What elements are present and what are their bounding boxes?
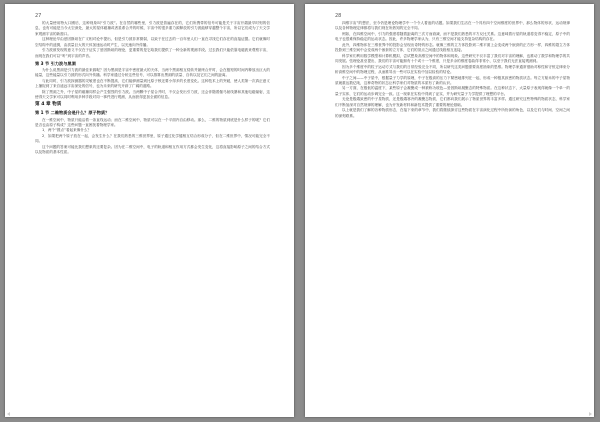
paragraph: 在一维空间中，物质只能沿着一条直线运动；而在二维空间中，物质可以在一个平面内自由移动。那么，二维的物质到底是什么样子的呢？它们是否也由原子构成？这些问题一直困扰着物理学家。	[35, 117, 270, 128]
paragraph: 与此同时，引力波探测器的灵敏度也在不断提高，它们能够测量到比原子核还要小得多的长度变化。这种技术上的突破，使人类第一次真正意义上捕捉到了来自遥远宇宙深处的信号，也为未来的研究开辟了广阔的道路。	[35, 78, 270, 89]
left-page	[5, 4, 294, 417]
page-content	[335, 21, 570, 119]
paragraph: 因为多个维度中的粒子运动方式与我们的日常经验完全不同，所以研究这类问题需要高度抽象的思维。物理学家通常借助对称性和守恒定律来分析高维空间中的物理过程，从而推导出一些可以在实验中加以检验的结论。	[335, 64, 570, 75]
paragraph: 这个问题的答案可能比我们想象的还要复杂。因为在二维空间中，电子的轨道和相互作用方式都会发生变化，这将直接影响原子之间的结合方式以及物质的基本性质。	[35, 144, 270, 155]
paragraph: 以上就是我们了解的各种物质形态，在接下来的章节中，我们将继续探讨这些物质在宇宙演化过程中所扮演的角色，以及它们与时间、空间之间的深刻联系。	[335, 108, 570, 118]
paragraph: 为什么说黑洞是引力波的最佳来源呢？因为黑洞是宇宙中密度最大的天体，当两个黑洞相互绕转并最终合并时，会在极短的时间内释放出巨大的能量，这些能量以引力波的形式向外传播。科学家通过分析这些信号，可以推算出黑洞的质量、自转以及它们之间的距离。	[35, 67, 270, 78]
paragraph: 这种理论早由爱因斯坦在广义相对论中提出，但是引力波非常微弱，以致于在过去的一百年里人们一直在寻找它们存在的直接证据。它们就像时空结构中的涟漪，由质量巨大的天体加速运动时产生，以光速向外传播。	[35, 37, 270, 47]
paragraph: 例如，在四维空间中，引力的强度将随着距离的三次方而衰减，而不是我们熟悉的平方反比关系。这意味着行星的轨道将变得不稳定，原子中的电子也很难保持稳定的运动状态。因此，许多物理学家认为，只有三维空间才能支持复杂结构的存在。	[335, 31, 570, 42]
paragraph: 的大量使用特大口圈后，这种现象叫“引力波”。在自然的哪些里，引力波是普遍存在的，它们所携带的信号可能是关于宇宙开端最早时刻的信息，也有可能是当今太空深处，最大的星体碰撞或者星系合并的时候，宇宙中的很多重力源释放的引力波能够穿越整个宇宙，所以它们成为了天文学家观测宇宙的新窗口。	[35, 21, 270, 36]
paragraph: 中子之间——中子星中，根据量子力学的原理，中子在极高的压力下紧密地排列在一起，形成一种极其致密的物质状态。每立方厘米的中子星物质就重达数亿吨，这种奇特的状态让科学家们对物质的本质有了新的认识。	[335, 75, 570, 85]
paragraph: 四维宇宙”的想法，至今仍是理论物理学中一个令人着迷的话题。如果我们生活在一个具有四个空间维度的世界中，那么物体的形状、运动规律以及各种物理定律都将与我们现在所熟知的完全不同。	[335, 21, 570, 31]
page-number: 27	[35, 13, 42, 19]
paragraph: 除了黑洞之外，中子星的碰撞同样会产生强烈的引力波。当两颗中子星合并时，不仅会发出引力波，还会伴随着伽马射线暴和其他电磁辐射，这使得天文学家可以同时利用多种手段对同一事件进行观测，从而获得更加全面的信息。	[35, 89, 270, 100]
paragraph: 此外，四维物体在三维世界中的投影会呈现出奇特的形态。就像三维的立方体投影到二维平面上会变成两个嵌套的正方形一样，四维的超立方体投影到三维空间中会变成两个嵌套的立方体，它们的顶点之间通过线段相互连接。	[335, 42, 570, 53]
scroll-right-arrow-icon[interactable]	[589, 412, 592, 416]
paragraph: 无论是极端致密的中子星物质，还是极端寒冷的凝聚态物质，它们都向我们展示了物质世界的丰富多样。通过研究这些特殊的物质状态，科学家们不断加深对自然规律的理解，也为开发新材料和新技术提供了重要的理论基础。	[335, 97, 570, 107]
section-heading: 第 4 章 物质	[35, 102, 62, 108]
paragraph: 科学家们利用数学模型和计算机模拟，尝试想象高维空间中的物体和现象。这些研究不仅丰富了我们对宇宙的理解，也推动了数学和物理学的共同发展。弦理论甚至提出，我们的宇宙可能拥有十个或十一个维度，只是多余的维度卷曲得非常小，以至于我们无法直接观测到。	[335, 53, 570, 64]
right-page	[305, 4, 594, 417]
section-heading: 第 3 节 引力波与黑洞	[35, 60, 76, 66]
paragraph: 另一方面，在极低的温度下，某些原子会凝聚成一种被称为玻色—爱因斯坦凝聚态的特殊物质。在这种状态下，大量原子表现得就像一个单一的量子实体，它们的运动步调完全一致。这一现象在实验中得到了证实，并为研究量子力学提供了理想的平台。	[335, 86, 570, 96]
scroll-left-arrow-icon[interactable]	[7, 412, 10, 416]
page-number: 28	[335, 13, 342, 19]
section-heading: 第 1 节 二维物质会是什么？原子物质？	[35, 110, 110, 116]
paragraph: 引力波被发现的意义不仅在于证实了爱因斯坦的理论，更重要的是它给我们提供了一种全新的观测手段。过去我们只能依靠电磁波来观察宇宙，而现在我们可以“听”到宇宙的声音。	[35, 48, 270, 58]
paragraph: 2．如果把两个原子放在一起，会发生什么？在我们熟悉的三维世界里，原子通过化学键相互结合形成分子，但在二维世界中，情况可能完全不同。	[35, 133, 270, 144]
page-content	[35, 21, 270, 156]
paragraph: 1．两个“圆点”看起来像什么？	[42, 128, 92, 133]
